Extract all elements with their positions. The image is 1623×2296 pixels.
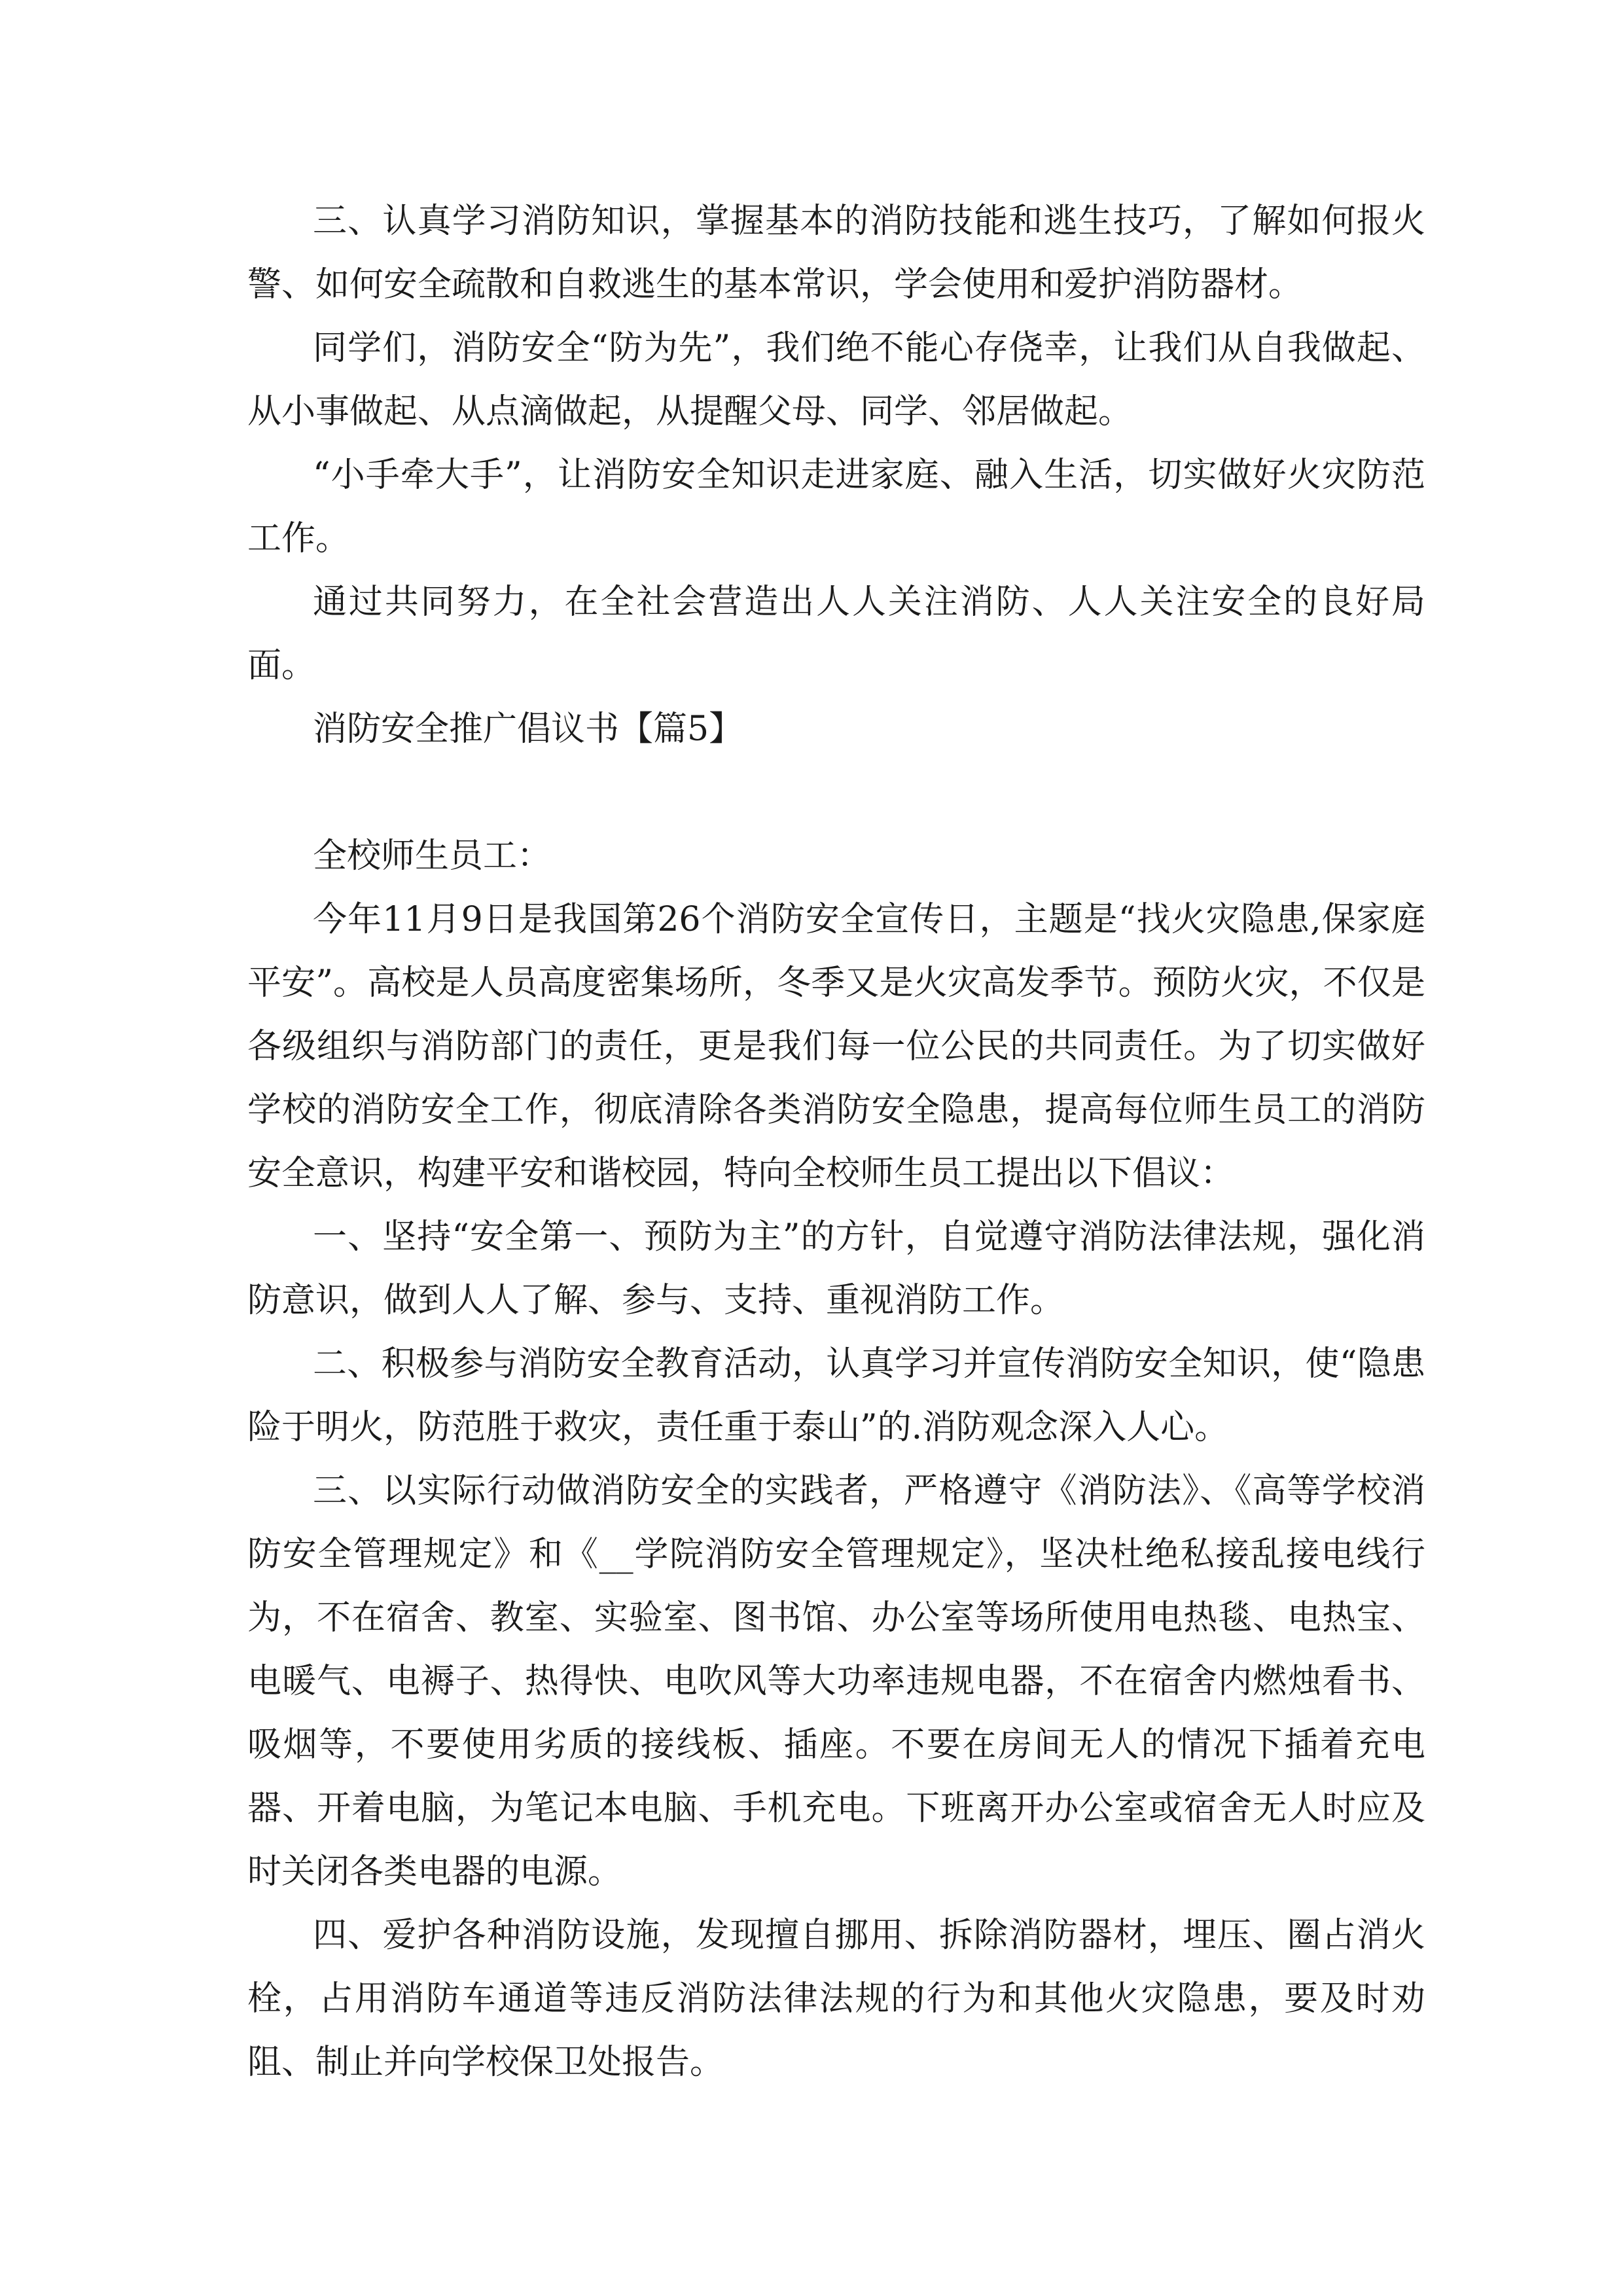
paragraph-proposal-4: 四、爱护各种消防设施，发现擅自挪用、拆除消防器材，埋压、圈占消火栓，占用消防车通道等违反消防法律法规的行为和其他火灾隐患，要及时劝阻、制止并向学校保卫处报告。 bbox=[247, 1916, 1425, 2082]
salutation: 全校师生员工： bbox=[313, 836, 552, 876]
paragraph-prevention-first: 同学们，消防安全“防为先”，我们绝不能心存侥幸，让我们从自我做起、从小事做起、从点滴做起，从提醒父母、同学、邻居做起。 bbox=[247, 329, 1425, 431]
blank-line bbox=[247, 761, 1425, 825]
paragraph-joint-effort: 通过共同努力，在全社会营造出人人关注消防、人人关注安全的良好局面。 bbox=[247, 583, 1425, 685]
paragraph-proposal-2: 二、积极参与消防安全教育活动，认真学习并宣传消防安全知识，使“隐患险于明火，防范胜于救灾，责任重于泰山”的.消防观念深入人心。 bbox=[247, 1344, 1425, 1447]
document-body bbox=[247, 190, 1425, 2094]
paragraph-proposal-3: 三、以实际行动做消防安全的实践者，严格遵守《消防法》、《高等学校消防安全管理规定》和《__学院消防安全管理规定》，坚决杜绝私接乱接电线行为，不在宿舍、教室、实验室、图书馆、办公室等场所使用电热毯、电热宝、电暖气、电褥子、热得快、电吹风等大功率违规电器，不在宿舍内燃烛看书、吸烟等，不要使用劣质的接线板、插座。不要在房间无人的情况下插着充电器、开着电脑，为笔记本电脑、手机充电。下班离开办公室或宿舍无人时应及时关闭各类电器的电源。 bbox=[247, 1471, 1425, 1892]
paragraph-proposal-1: 一、坚持“安全第一、预防为主”的方针，自觉遵守消防法律法规，强化消防意识，做到人人了解、参与、支持、重视消防工作。 bbox=[247, 1217, 1425, 1320]
paragraph-fire-day: 今年11月9日是我国第26个消防安全宣传日，主题是“找火灾隐患,保家庭平安”。高校是人员高度密集场所，冬季又是火灾高发季节。预防火灾，不仅是各级组织与消防部门的责任，更是我们每一位公民的共同责任。为了切实做好学校的消防安全工作，彻底清除各类消防安全隐患，提高每位师生员工的消防安全意识，构建平安和谐校园，特向全校师生员工提出以下倡议： bbox=[247, 900, 1425, 1193]
section-title: 消防安全推广倡议书【篇5】 bbox=[313, 709, 743, 749]
paragraph-fire-knowledge: 三、认真学习消防知识，掌握基本的消防技能和逃生技巧，了解如何报火警、如何安全疏散和自救逃生的基本常识，学会使用和爱护消防器材。 bbox=[247, 202, 1425, 304]
paragraph-small-hands: “小手牵大手”，让消防安全知识走进家庭、融入生活，切实做好火灾防范工作。 bbox=[247, 456, 1425, 558]
